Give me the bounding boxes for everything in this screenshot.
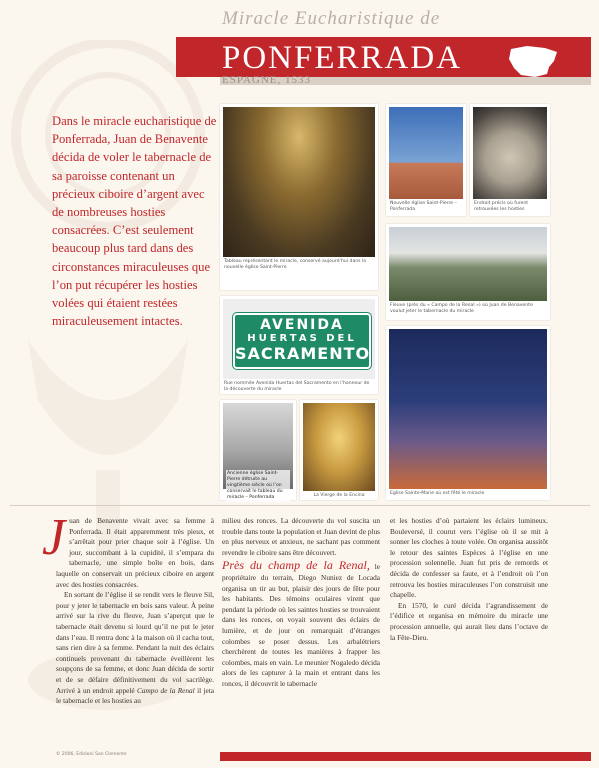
- photo-night-church: [386, 326, 550, 500]
- photo-street-sign: [220, 296, 378, 394]
- sign-line-2: HUERTAS DEL: [247, 333, 357, 344]
- body-column-2: [222, 516, 380, 690]
- intro-text: Dans le miracle eucharistique de Ponferrada, Juan de Benavente décida de voler le tabernacle de sa paroisse contenant un précieux ciboire d’argent avec de nombreuses hosties consacrées. C’est seulement beaucoup plus tard dans des circonstances miraculeuses que l’on put récupérer les hosties volées qui étaient restées miraculeusement intactes.: [52, 114, 217, 329]
- photo-painting: [220, 104, 378, 290]
- body-paragraph: En sortant de l’église il se rendit vers le fleuve Sil, pour y jeter le tabernacle en bois sans valeur. À peine arrivé sur la rive du fleuve, Juan s’aperçut que le tabernacle était devenu si lourd qu’il ne put le jeter dans l’eau. Il rentra donc à la maison où il cacha tout, sans rien dire à sa femme. Pendant la nuit des éclairs continuels provenant du tabernacle éveillèrent les soupçons de sa femme, et donc Juan décida de sortir et de se défaire définitivement du vol sacrilège. Arrivé à un endroit appelé: [56, 590, 214, 695]
- church-image: [389, 107, 463, 199]
- photo-stone: [470, 104, 550, 216]
- street-sign: [233, 313, 371, 369]
- night-church-image: [389, 329, 547, 489]
- virgin-image: [303, 403, 375, 491]
- body-paragraph: En 1570, le curé décida l’agrandissement de l’édifice et organisa en mémoire du miracle une procession annuelle, qui aurait lieu dans l’octave de la Fête-Dieu.: [390, 600, 548, 642]
- photo-caption: Tableau représentant le miracle, conservé aujourd’hui dans la nouvelle église Saint-Pierre: [224, 259, 367, 270]
- place-name: Campo de la Renal: [137, 685, 195, 695]
- subtitle: ESPAGNE, 1533: [222, 74, 311, 86]
- footer-bar: [220, 752, 591, 761]
- river-image: [389, 227, 547, 301]
- photo-caption: Eglise Sainte-Marie où est fêté le miracle: [390, 491, 485, 496]
- section-divider: [10, 505, 590, 506]
- sign-line-1: AVENIDA: [260, 317, 344, 333]
- section-subheading: Près du champ de la Renal,: [222, 558, 370, 573]
- photo-virgin: [300, 400, 378, 500]
- body-paragraph: milieu des ronces. La découverte du vol suscita un trouble dans toute la population et Juan devint de plus en plus nerveux et anxieux, ne sachant pas comment revendre le ciboire sans être découvert.: [222, 516, 380, 557]
- photo-caption: Endroit précis où furent retrouvées les hosties: [474, 201, 529, 212]
- old-church-caption: Ancienne église Saint-Pierre détruite au vingtième siècle où l’on conservait le tableau du miracle – Ponferrada: [226, 470, 290, 502]
- body-column-3: [390, 516, 548, 643]
- body-paragraph: il jeta le tabernacle et les hosties au: [56, 685, 214, 706]
- photo-caption: Fleuve (près du « Campo de la Renal ») où Juan de Benavente voulut jeter le tabernacle du miracle: [390, 303, 533, 314]
- street-sign-image: [223, 299, 375, 379]
- photo-new-church: [386, 104, 466, 216]
- photo-caption: Rue nommée Avenida Huertas del Sacramento en l’honneur de la découverte du miracle: [224, 381, 370, 392]
- title-script: Miracle Eucharistique de: [222, 8, 441, 29]
- spain-map-icon: [505, 43, 561, 79]
- photo-river: [386, 224, 550, 320]
- stone-image: [473, 107, 547, 199]
- sign-line-3: SACRAMENTO: [235, 344, 371, 363]
- dropcap: J: [42, 509, 66, 566]
- page-title: PONFERRADA: [222, 40, 463, 76]
- painting-image: [223, 107, 375, 257]
- body-paragraph: uan de Benavente vivait avec sa femme à Ponferrada. Il était apparemment très pieux, et s’arrêtait pour prier chaque soir à l’église. Un jour, succombant à la cupidité, il s’empara du tabernacle, une simple boîte en bois, dans laquelle on conservait un précieux ciboire en argent avec des hosties consacrées.: [56, 516, 214, 589]
- body-paragraph: le propriétaire du terrain, Diego Nuniez de Locada organisa un tir au but, plaisir des jours de fête pour les habitants. Des témoins oculaires virent que pendant la période où les saintes hosties se trouvaient dans les ronces, on voyait souvent des éclairs de lumière, et de jour on remarquait d’étranges colombes se poser dessus. Les arbalétriers cherchèrent de toutes les manières à frapper les colombes, mais en vain. Le meunier Nogaledo décida alors de les capturer à la main et entrant dans les ronces, il découvrit le tabernacle: [222, 562, 381, 688]
- body-paragraph: et les hosties d’où partaient les éclairs lumineux. Bouleversé, il courut vers l’église où il se mit à sonner les cloches à toute volée. On organisa aussitôt le retour des saintes Espèces à l’église en une procession solennelle. Juan fut pris de remords et décida de confesser sa faute, et à l’endroit où l’on retrouva les hosties miraculeuses l’on construisit une chapelle.: [390, 516, 548, 600]
- photo-caption: La Vierge de la Encina: [313, 493, 365, 498]
- copyright: © 2006, Edizioni San Clemente: [56, 752, 127, 757]
- photo-caption: Nouvelle église Saint-Pierre – Ponferrada: [390, 201, 457, 212]
- body-column-1: [42, 509, 214, 707]
